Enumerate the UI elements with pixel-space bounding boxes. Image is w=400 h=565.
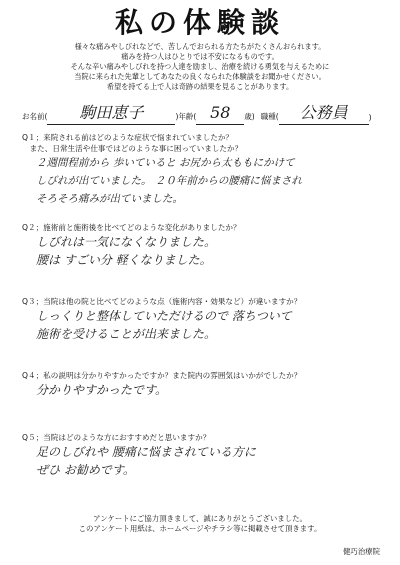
intro-line: そんな辛い痛みやしびれを持つ人達を励まし、治療を続ける勇気を与えるために xyxy=(70,62,330,71)
answer-line: 足のしびれや 腰痛に悩まされている方に xyxy=(36,445,256,459)
intro-text xyxy=(14,42,386,92)
question-text: Q４；私の説明は分かりやすかったですか？また院内の雰囲気はいかがでしたか？ xyxy=(22,371,302,380)
question-text: Q２；施術前と施術後を比べてどのような変化がありましたか？ xyxy=(22,223,241,232)
answer-5[interactable] xyxy=(36,443,386,479)
answer-line: ２週間程前から 歩いていると お尻から太ももにかけて xyxy=(36,157,295,169)
answer-4[interactable] xyxy=(36,381,386,399)
footer-line: このアンケート用紙は、ホームページやチラシ等に掲載させて頂きます。 xyxy=(78,524,322,533)
question-text: Q１；来院される前はどのような症状で悩まれていましたか？ xyxy=(22,133,234,142)
question-3 xyxy=(14,296,386,343)
page-title: 私の体験談 xyxy=(114,6,285,39)
footer-line: アンケートにご協力頂きまして、誠にありがとうございました。 xyxy=(93,514,307,523)
answer-2[interactable] xyxy=(36,233,386,269)
question-text: Q３；当院は他の院と比べてどのような点（施術内容・効果など）が違いますか？ xyxy=(22,297,302,306)
question-5 xyxy=(14,432,386,479)
respondent-info xyxy=(22,101,386,125)
intro-line: 痛みを持つ人はひとりでは不安になるものです。 xyxy=(121,52,279,61)
intro-line: 希望を持てる上で人は奇跡の結果を見ることがあります。 xyxy=(106,82,294,91)
answer-3[interactable] xyxy=(36,307,386,343)
answer-line: 施術を受けることが出来ました。 xyxy=(36,327,217,341)
age-label: )年齢( xyxy=(175,112,197,121)
answer-line: しびれは一気になくなりました。 xyxy=(36,235,217,249)
age-suffix: 歳) xyxy=(244,112,255,121)
question-text: Q５；当院はどのような方におすすめだと思いますか？ xyxy=(22,433,211,442)
thank-you-note xyxy=(0,514,400,534)
job-field[interactable]: 公務員 xyxy=(279,102,369,125)
answer-1[interactable] xyxy=(36,154,386,208)
answer-line: ぜひ お勧めです。 xyxy=(36,463,135,477)
job-close: ) xyxy=(368,113,372,122)
answer-line: 腰は すごい分 軽くなりました。 xyxy=(36,253,212,267)
age-field[interactable]: 58 xyxy=(196,102,244,125)
name-field[interactable]: 駒田恵子 xyxy=(47,102,175,125)
answer-line: 分かりやすかったです。 xyxy=(36,383,168,397)
answer-line: しびれが出ていました。 ２０年前からの腰痛に悩まされ xyxy=(36,175,302,187)
question-2 xyxy=(14,222,386,269)
question-text: また、日常生活や仕事ではどのような事に困っていましたか？ xyxy=(22,144,243,153)
clinic-name: 健巧治療院 xyxy=(343,547,380,556)
intro-line: 当院に来られた先輩としてあなたの良くなられた体験談をお聞かせください。 xyxy=(74,72,326,81)
intro-line: 様々な痛みやしびれなどで、苦しんでおられる方たちがたくさんおられます。 xyxy=(74,42,326,51)
name-label: お名前( xyxy=(22,112,48,121)
job-label: 職種( xyxy=(260,112,279,121)
answer-line: そろそろ痛みが出ていました。 xyxy=(36,193,183,205)
answer-line: しっくりと整体していただけるので 落ちついて xyxy=(36,309,292,323)
question-4 xyxy=(14,370,386,399)
question-1 xyxy=(14,132,386,208)
